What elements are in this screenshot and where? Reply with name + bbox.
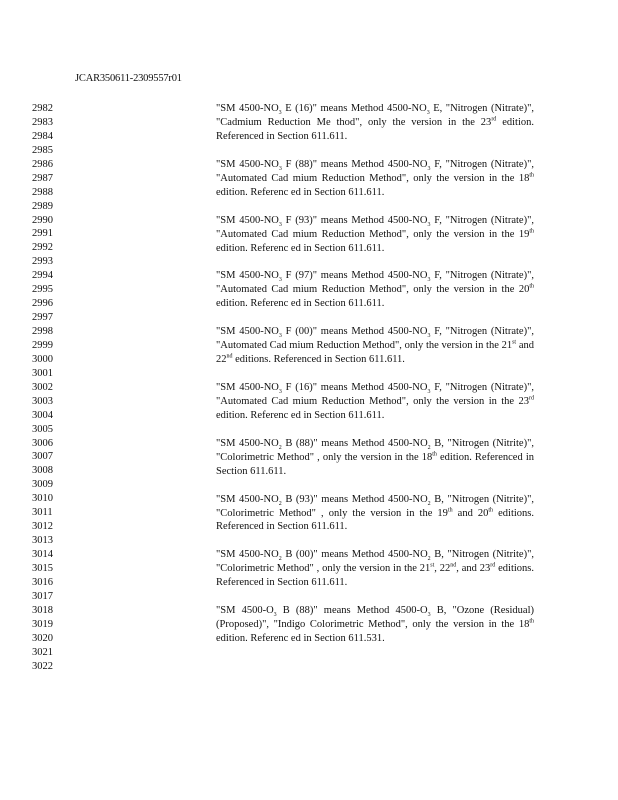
definition-code-post: B (88)" means Method 4500-O [276, 605, 428, 617]
definition-code-pre: "SM 4500-NO [216, 214, 279, 226]
definition-text [216, 437, 534, 479]
definition-sub1: 3 [278, 165, 282, 172]
definition-tail: editions. Referenced in Section 611.611. [216, 563, 534, 589]
definition-ord: th [529, 618, 534, 625]
line-number: 2998 [32, 326, 53, 337]
line-number: 3015 [32, 562, 53, 574]
definition-body: F, "Nitrogen (Nitrate)", "Automated Cad mium Reduction Method", only the version in the 20 [216, 270, 534, 296]
line-number: 3014 [32, 549, 53, 560]
line-number: 3022 [32, 660, 53, 672]
line-number: 2991 [32, 228, 53, 240]
definition-ord2: nd [226, 353, 233, 360]
definition-code-post: F (00)" means Method 4500-NO [281, 326, 428, 338]
definition-text [216, 381, 534, 423]
definition-code-post: F (16)" means Method 4500-NO [281, 381, 428, 393]
line-number: 3010 [32, 493, 53, 505]
definition-sub1: 3 [278, 110, 282, 117]
definition-code-pre: "SM 4500-NO [216, 549, 279, 561]
definition-entry [216, 381, 534, 423]
definition-text [216, 269, 534, 311]
definition-code-pre: "SM 4500-NO [216, 326, 279, 338]
definition-entry [216, 158, 534, 200]
definition-ord: th [447, 507, 453, 514]
definition-ord: st [512, 339, 517, 346]
line-number: 3006 [32, 437, 53, 449]
definition-code-pre: "SM 4500-NO [216, 381, 279, 393]
line-number: 2999 [32, 339, 53, 351]
line-number: 3009 [32, 479, 53, 491]
definition-tail: editions. Referenced in Section 611.611. [232, 354, 405, 366]
definition-entry [216, 548, 534, 590]
blank-line [216, 200, 534, 214]
line-number: 3000 [32, 353, 53, 365]
definition-text [216, 214, 534, 256]
definition-ord: st [430, 562, 435, 569]
definition-sub2: 3 [427, 277, 431, 284]
blank-line [216, 423, 534, 437]
definition-text [216, 325, 534, 367]
definition-body: B, "Ozone (Residual) (Proposed)", "Indigo Colorimetric Method", only the version in the 18 [216, 605, 534, 631]
definition-body: E, "Nitrogen (Nitrate)", "Cadmium Reduction Me thod", only the version in the 23 [216, 103, 535, 128]
line-number: 2986 [32, 158, 53, 170]
definition-tail: edition. Referenced in Section 611.611. [216, 116, 534, 142]
line-number: 3013 [32, 535, 53, 547]
line-number: 3007 [32, 451, 53, 463]
definition-mid: and 22 [216, 340, 534, 366]
definition-tail: edition. Referenc ed in Section 611.611. [216, 298, 385, 310]
line-number: 2993 [32, 256, 53, 268]
blank-line [216, 479, 534, 493]
definition-sub2: 2 [427, 500, 431, 507]
blank-line [216, 144, 534, 158]
definition-tail: edition. Referenc ed in Section 611.611. [216, 409, 385, 421]
definition-text [216, 493, 534, 535]
definition-ord: th [432, 451, 437, 458]
line-number: 2990 [32, 214, 53, 226]
blank-line [216, 255, 534, 269]
definition-code-pre: "SM 4500-NO [216, 493, 279, 505]
definition-sub1: 3 [278, 333, 282, 340]
definition-tail: editions. Referenced in Section 611.611. [216, 507, 534, 533]
definition-tail: edition. Referenc ed in Section 611.611. [216, 186, 385, 198]
line-number: 3012 [32, 521, 53, 533]
blank-line [216, 534, 534, 548]
definition-tail: edition. Referenced in Section 611.611. [216, 451, 534, 477]
definition-entry [216, 604, 534, 646]
definition-body: B, "Nitrogen (Nitrite)", "Colorimetric Method" , only the version in the 19 [216, 493, 534, 519]
line-number: 2995 [32, 284, 53, 296]
definition-body: B, "Nitrogen (Nitrite)", "Colorimetric Method" , only the version in the 18 [216, 437, 534, 463]
definition-text [216, 604, 534, 646]
definition-text [216, 158, 534, 200]
definition-sub2: 3 [427, 389, 431, 396]
line-number: 3002 [32, 381, 53, 393]
definition-body: F, "Nitrogen (Nitrate)", "Automated Cad mium Reduction Method", only the version in the 21 [216, 326, 534, 352]
definition-sub1: 2 [278, 500, 282, 507]
definition-code-post: E (16)" means Method 4500-NO [281, 103, 427, 114]
blank-line [216, 367, 534, 381]
line-number: 3018 [32, 604, 53, 616]
definition-tail: edition. Referenc ed in Section 611.531. [216, 633, 385, 645]
line-number: 2984 [32, 130, 53, 142]
line-number: 2997 [32, 312, 53, 324]
definition-code-pre: "SM 4500-NO [216, 437, 279, 449]
definition-sub2: 2 [427, 444, 431, 451]
definition-tail: edition. Referenc ed in Section 611.611. [216, 242, 385, 254]
blank-line [216, 590, 534, 604]
line-number: 3021 [32, 646, 53, 658]
definitions-list [216, 102, 534, 646]
definition-body: F, "Nitrogen (Nitrate)", "Automated Cad mium Reduction Method", only the version in the 18 [216, 158, 534, 184]
definition-code-pre: "SM 4500-O [216, 605, 274, 617]
definition-mid: and 20 [452, 507, 489, 519]
definition-code-pre: "SM 4500-NO [216, 158, 279, 170]
blank-line [216, 311, 534, 325]
line-number: 3019 [32, 618, 53, 630]
line-number: 3001 [32, 367, 53, 379]
definition-text [216, 548, 534, 590]
definition-entry [216, 214, 534, 256]
definition-mid2: , and 23 [456, 563, 491, 575]
definition-sub2: 3 [427, 333, 431, 340]
document-id: JCAR350611-2309557r01 [75, 73, 182, 84]
definition-ord: th [529, 228, 534, 235]
definition-entry [216, 102, 534, 144]
definition-entry [216, 269, 534, 311]
definition-ord: rd [491, 116, 497, 123]
definition-sub1: 3 [273, 612, 277, 619]
definition-code-pre: "SM 4500-NO [216, 103, 279, 114]
definition-sub2: 2 [427, 556, 431, 563]
definition-code-post: B (00)" means Method 4500-NO [281, 549, 428, 561]
definition-sub2: 3 [427, 612, 431, 619]
definition-ord: th [529, 172, 534, 179]
definition-ord: rd [529, 395, 534, 402]
definition-code-post: F (88)" means Method 4500-NO [281, 158, 428, 170]
line-number: 3020 [32, 632, 53, 644]
definition-sub2: 3 [427, 165, 431, 172]
line-number: 2987 [32, 172, 53, 184]
definition-entry [216, 325, 534, 367]
definition-ord3: rd [490, 562, 496, 569]
definition-sub1: 3 [278, 389, 282, 396]
definition-sub1: 3 [278, 277, 282, 284]
definition-sub1: 3 [278, 221, 282, 228]
line-number: 3008 [32, 465, 53, 477]
definition-code-post: B (93)" means Method 4500-NO [281, 493, 428, 505]
definition-entry [216, 493, 534, 535]
definition-entry [216, 437, 534, 479]
line-number: 3011 [32, 507, 53, 519]
line-number: 2996 [32, 298, 53, 310]
line-number: 3003 [32, 395, 53, 407]
definition-body: B, "Nitrogen (Nitrite)", "Colorimetric Method" , only the version in the 21 [216, 549, 534, 575]
definition-ord2: th [488, 507, 494, 514]
line-number: 3004 [32, 409, 53, 421]
line-number: 2994 [32, 270, 53, 282]
definition-ord: th [529, 283, 534, 290]
definition-code-post: F (97)" means Method 4500-NO [281, 270, 428, 282]
line-number: 3017 [32, 590, 53, 602]
definition-sub2: 3 [427, 221, 431, 228]
definition-ord2: nd [450, 562, 457, 569]
definition-mid: , 22 [434, 563, 451, 575]
definition-body: F, "Nitrogen (Nitrate)", "Automated Cad mium Reduction Method", only the version in the 23 [216, 381, 534, 407]
definition-sub2: 3 [426, 110, 430, 117]
definition-code-pre: "SM 4500-NO [216, 270, 279, 282]
line-number: 2985 [32, 144, 53, 156]
line-number: 3005 [32, 423, 53, 435]
definition-sub1: 2 [278, 556, 282, 563]
definition-code-post: F (93)" means Method 4500-NO [281, 214, 428, 226]
line-number: 2983 [32, 116, 53, 128]
definition-text [216, 102, 534, 144]
line-number: 2992 [32, 242, 53, 254]
definition-code-post: B (88)" means Method 4500-NO [281, 437, 428, 449]
definition-sub1: 2 [278, 444, 282, 451]
line-number-column [32, 102, 53, 673]
line-number: 2988 [32, 186, 53, 198]
line-number: 2982 [32, 103, 53, 114]
line-number: 3016 [32, 576, 53, 588]
line-number: 2989 [32, 200, 53, 212]
definition-body: F, "Nitrogen (Nitrate)", "Automated Cad mium Reduction Method", only the version in the 19 [216, 214, 534, 240]
